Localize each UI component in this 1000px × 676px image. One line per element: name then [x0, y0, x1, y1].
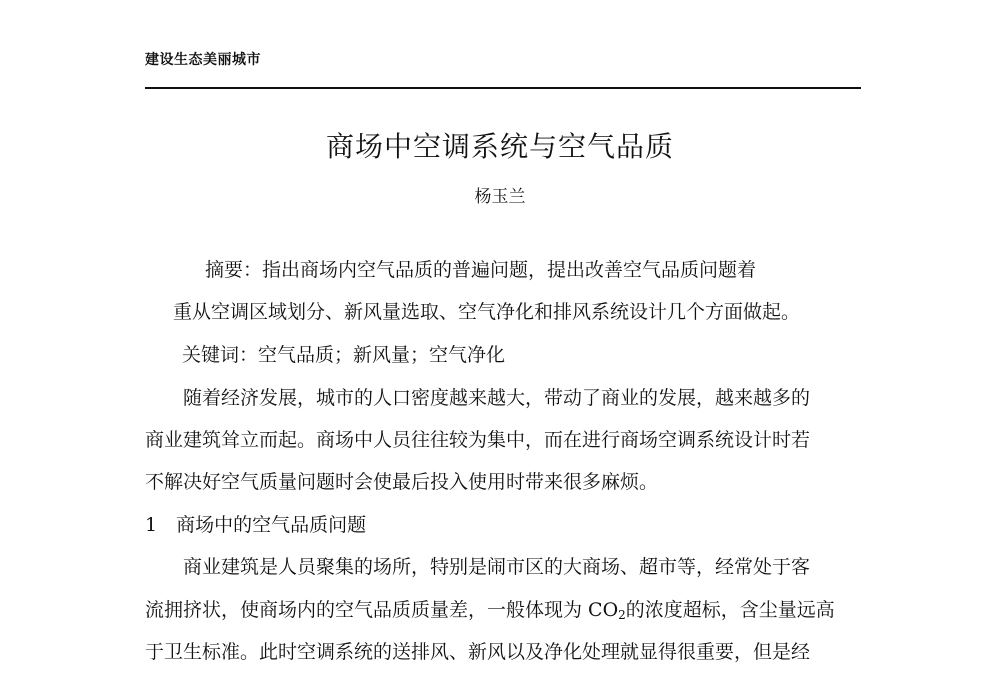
intro-line-2: 商业建筑耸立而起。商场中人员往往较为集中，而在进行商场空调系统设计时若 [145, 429, 811, 451]
section-1-heading: 1 商场中的空气品质问题 [145, 514, 367, 536]
body-line-3: 于卫生标准。此时空调系统的送排风、新风以及净化处理就显得很重要，但是经 [145, 641, 811, 663]
keywords: 关键词：空气品质；新风量；空气净化 [182, 344, 506, 366]
body-line-2-before: 流拥挤状，使商场内的空气品质质量差，一般体现为 CO [145, 599, 619, 621]
header-rule [145, 87, 861, 89]
body-line-1: 商业建筑是人员聚集的场所，特别是闹市区的大商场、超市等，经常处于客 [183, 556, 811, 578]
abstract-line-2: 重从空调区域划分、新风量选取、空气净化和排风系统设计几个方面做起。 [173, 301, 801, 323]
article-title: 商场中空调系统与空气品质 [325, 130, 674, 163]
intro-line-3: 不解决好空气质量问题时会使最后投入使用时带来很多麻烦。 [145, 471, 659, 493]
abstract-line-1: 摘要：指出商场内空气品质的普遍问题，提出改善空气品质问题着 [205, 259, 757, 281]
running-header: 建设生态美丽城市 [145, 52, 261, 68]
article-author: 杨玉兰 [474, 187, 526, 207]
co2-subscript: 2 [618, 608, 626, 622]
body-line-2-after: 的浓度超标，含尘量远高 [625, 599, 835, 621]
body-line-2 [145, 598, 835, 627]
intro-line-1: 随着经济发展，城市的人口密度越来越大，带动了商业的发展，越来越多的 [183, 387, 811, 409]
